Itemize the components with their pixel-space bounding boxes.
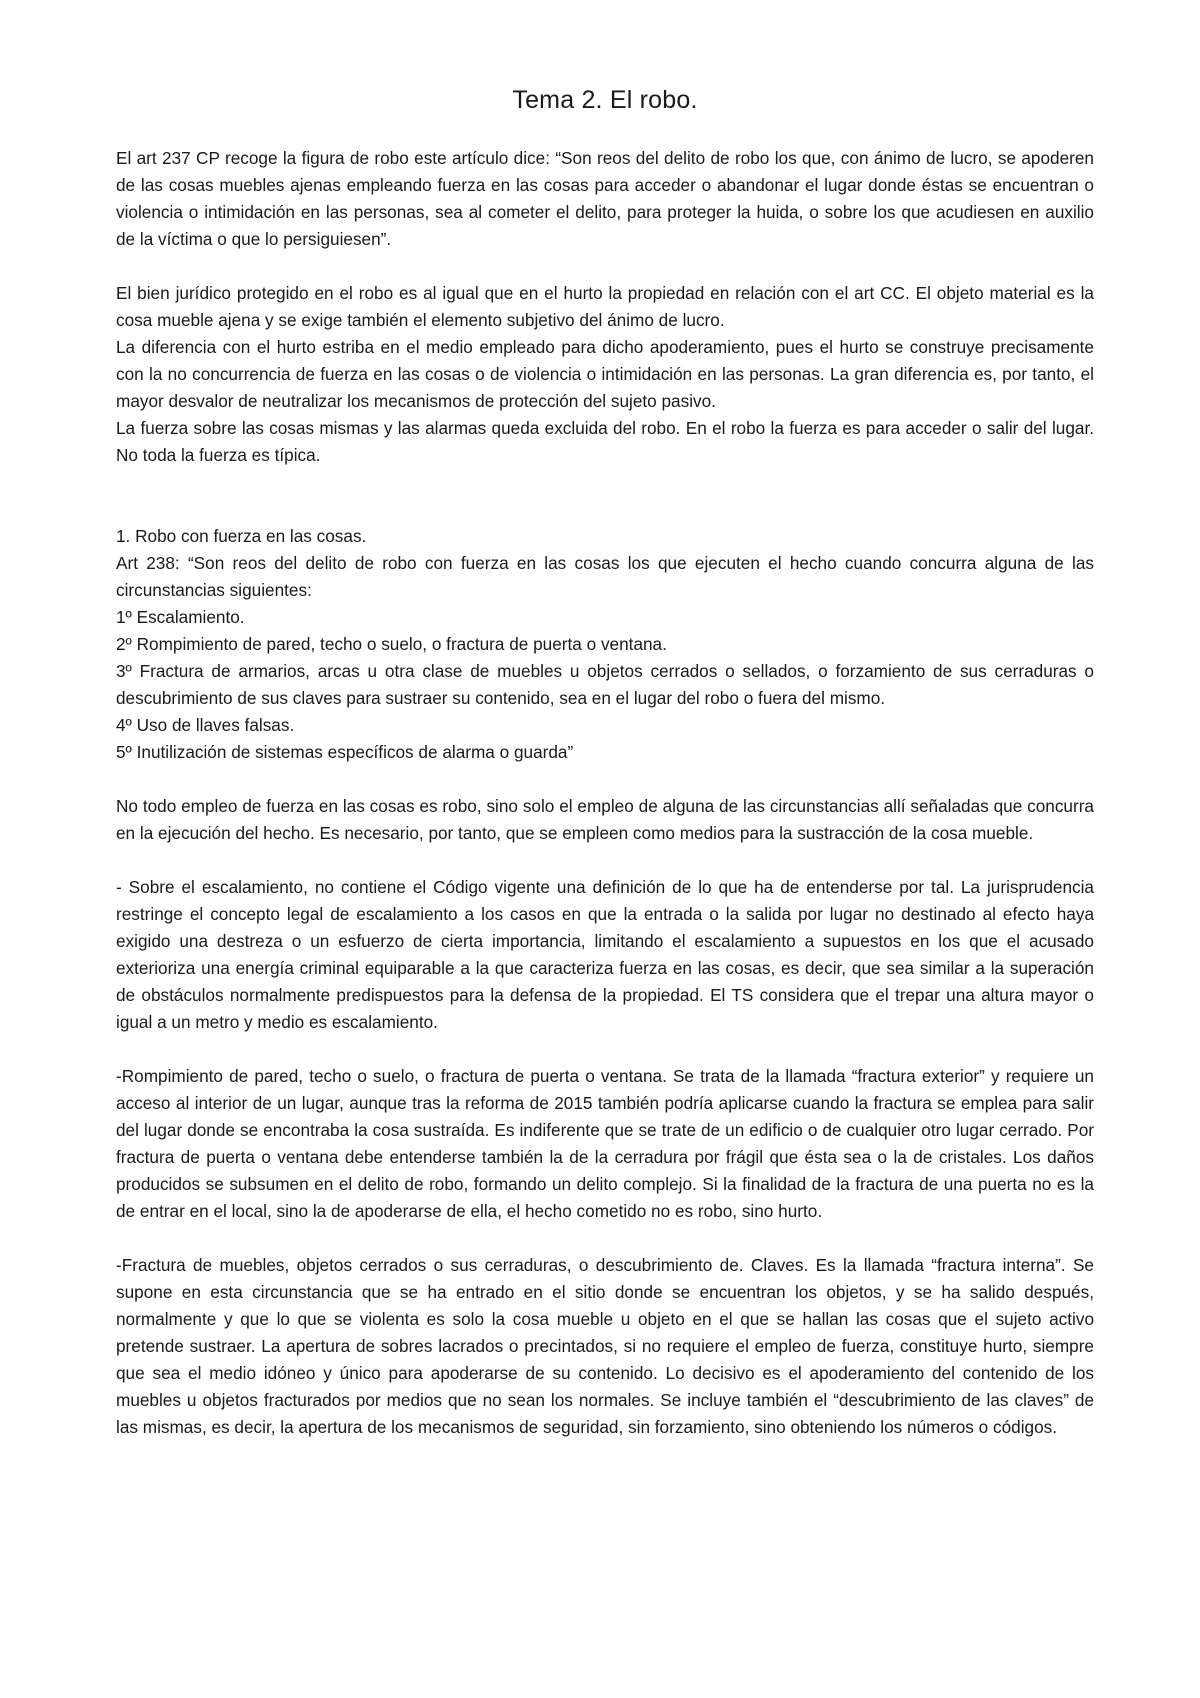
spacer bbox=[116, 253, 1094, 280]
document-title: Tema 2. El robo. bbox=[512, 86, 698, 114]
circumstance-item: 2º Rompimiento de pared, techo o suelo, o fractura de puerta o ventana. bbox=[116, 634, 667, 654]
paragraph-no-todo: No todo empleo de fuerza en las cosas es robo, sino solo el empleo de alguna de las circunstancias allí señaladas que concurra en la ejecución del hecho. Es necesario, por tanto, que se empleen como medios para la sustracción de la cosa mueble. bbox=[116, 796, 1094, 843]
intro-paragraph-3: La diferencia con el hurto estriba en el medio empleado para dicho apoderamiento, pues el hurto se construye precisamente con la no concurrencia de fuerza en las cosas o de violencia o intimidación en las personas. La gran diferencia es, por tanto, el mayor desvalor de neutralizar los mecanismos de protección del sujeto pasivo. bbox=[116, 337, 1094, 411]
intro-paragraph-4: La fuerza sobre las cosas mismas y las alarmas queda excluida del robo. En el robo la fuerza es para acceder o salir del lugar. No toda la fuerza es típica. bbox=[116, 418, 1094, 465]
intro-paragraph-1: El art 237 CP recoge la figura de robo este artículo dice: “Son reos del delito de robo los que, con ánimo de lucro, se apoderen de las cosas muebles ajenas empleando fuerza en las cosas para acceder o abandonar el lugar donde éstas se encuentran o violencia o intimidación en las personas, sea al cometer el delito, para proteger la huida, o sobre los que acudiesen en auxilio de la víctima o que lo persiguiesen”. bbox=[116, 148, 1094, 249]
spacer bbox=[116, 766, 1094, 793]
spacer bbox=[116, 847, 1094, 874]
circumstance-item: 5º Inutilización de sistemas específicos de alarma o guarda” bbox=[116, 742, 574, 762]
intro-paragraph-2: El bien jurídico protegido en el robo es al igual que en el hurto la propiedad en relación con el art CC. El objeto material es la cosa mueble ajena y se exige también el elemento subjetivo del ánimo de lucro. bbox=[116, 283, 1094, 330]
circumstance-item: 3º Fractura de armarios, arcas u otra clase de muebles u objetos cerrados o sellados, o forzamiento de sus cerraduras o descubrimiento de sus claves para sustraer su contenido, sea en el lugar del robo o fuera del mismo. bbox=[116, 661, 1094, 708]
spacer bbox=[116, 469, 1094, 523]
circumstance-item: 4º Uso de llaves falsas. bbox=[116, 715, 295, 735]
paragraph-rompimiento: -Rompimiento de pared, techo o suelo, o fractura de puerta o ventana. Se trata de la llamada “fractura exterior” y requiere un acceso al interior de un lugar, aunque tras la reforma de 2015 también podría aplicarse cuando la fractura se emplea para salir del lugar donde se encontraba la cosa sustraída. Es indiferente que se trate de un edificio o de cualquier otro lugar cerrado. Por fractura de puerta o ventana debe entenderse también la de la cerradura por frágil que ésta sea o la de cristales. Los daños producidos se subsumen en el delito de robo, formando un delito complejo. Si la finalidad de la fractura de una puerta no es la de entrar en el local, sino la de apoderarse de ella, el hecho cometido no es robo, sino hurto. bbox=[116, 1066, 1094, 1221]
spacer bbox=[116, 1036, 1094, 1063]
spacer bbox=[116, 1225, 1094, 1252]
circumstance-item: 1º Escalamiento. bbox=[116, 607, 245, 627]
section-heading: 1. Robo con fuerza en las cosas. bbox=[116, 526, 367, 546]
paragraph-escalamiento: - Sobre el escalamiento, no contiene el Código vigente una definición de lo que ha de entenderse por tal. La jurisprudencia restringe el concepto legal de escalamiento a los casos en que la entrada o la salida por lugar no destinado al efecto haya exigido una destreza o un esfuerzo de cierta importancia, limitando el escalamiento a supuestos en los que el acusado exterioriza una energía criminal equiparable a la que caracteriza fuerza en las cosas, es decir, que sea similar a la superación de obstáculos normalmente predispuestos para la defensa de la propiedad. El TS considera que el trepar una altura mayor o igual a un metro y medio es escalamiento. bbox=[116, 877, 1094, 1032]
paragraph-fractura-muebles: -Fractura de muebles, objetos cerrados o sus cerraduras, o descubrimiento de. Claves. Es la llamada “fractura interna”. Se supone en esta circunstancia que se ha entrado en el sitio donde se encuentran los objetos, y se ha salido después, normalmente y que lo que se violenta es solo la cosa mueble u objeto en el que se hallan las cosas que el sujeto activo pretende sustraer. La apertura de sobres lacrados o precintados, si no requiere el empleo de fuerza, constituye hurto, siempre que sea el medio idóneo y único para apoderarse de su contenido. Lo decisivo es el apoderamiento del contenido de los muebles u objetos fracturados por medios que no sean los normales. Se incluye también el “descubrimiento de las claves” de las mismas, es decir, la apertura de los mecanismos de seguridad, sin forzamiento, sino obteniendo los números o códigos. bbox=[116, 1255, 1094, 1437]
article-238-intro: Art 238: “Son reos del delito de robo con fuerza en las cosas los que ejecuten el hecho cuando concurra alguna de las circunstancias siguientes: bbox=[116, 553, 1094, 600]
